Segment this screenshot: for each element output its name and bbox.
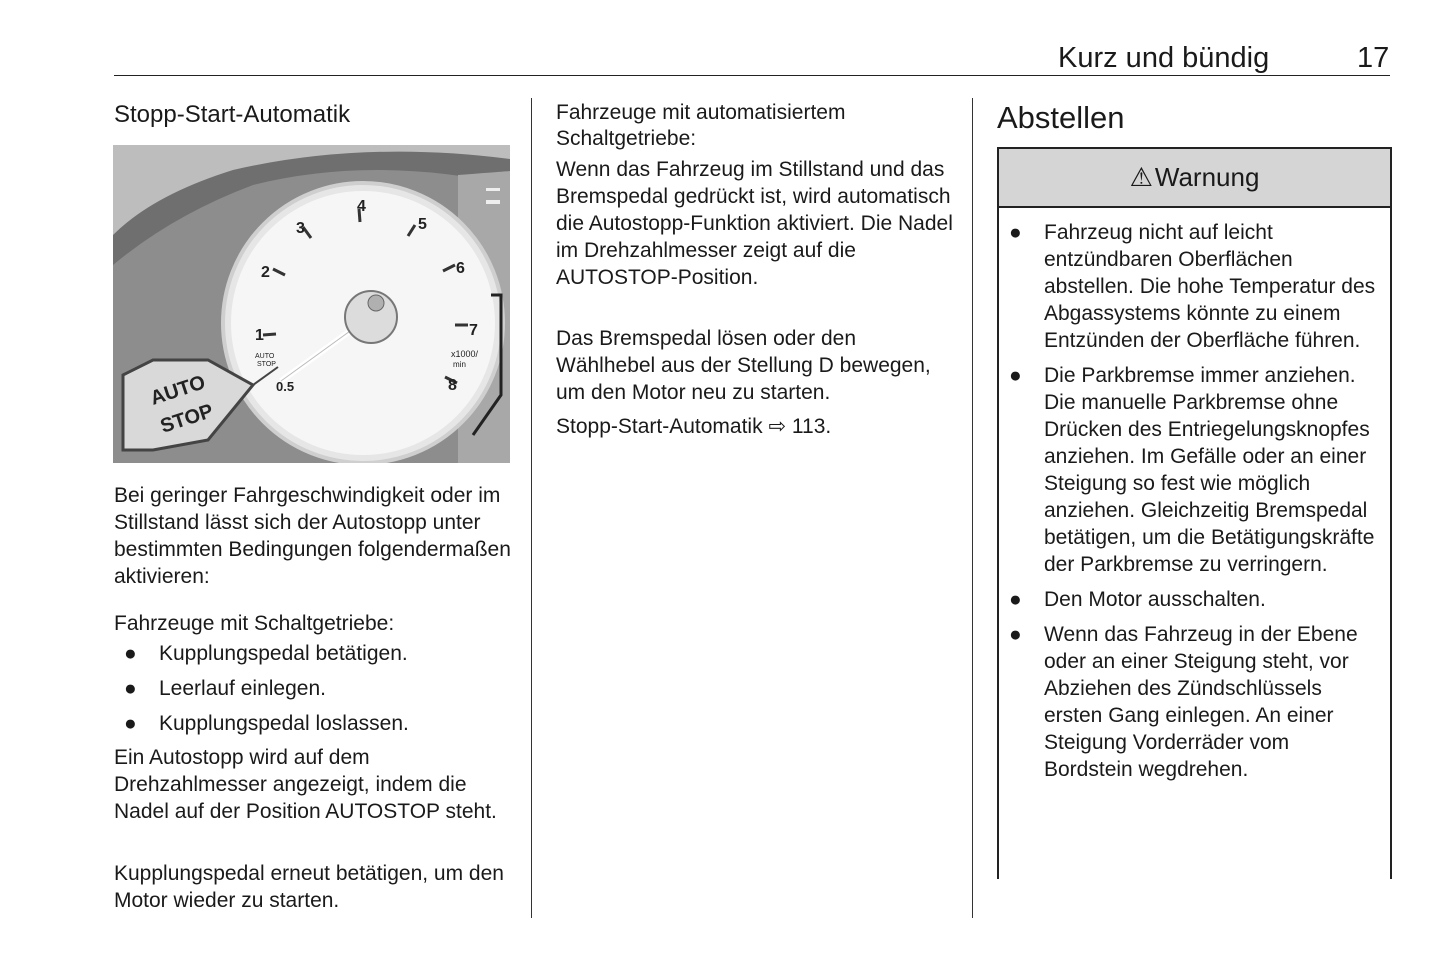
warning-header [999,149,1390,208]
list-item: ● Kupplungspedal loslassen. [124,712,409,735]
list-item: ● Die Parkbremse immer anziehen. Die manuelle Parkbremse ohne Drücken des Entriegelungsknopfes anziehen. Im Gefälle oder an einer Steigung so fest wie möglich anziehen. Gleichzeitig Bremspedal betätigen, um die Betätigungskräfte der Parkbremse zu verringern. [1009,364,1375,576]
automated-gearbox-heading: Fahrzeuge mit automatisiertem Schaltgetriebe: [556,101,846,150]
section-heading-abstellen: Abstellen [997,100,1125,135]
manual-gearbox-heading: Fahrzeuge mit Schaltgetriebe: [114,612,395,635]
column-divider-2 [972,98,973,918]
warning-label: Warnung [1154,162,1260,192]
list-item: ● Wenn das Fahrzeug in der Ebene oder an einer Steigung steht, vor Abziehen des Zündschlüssels ersten Gang einlegen. An einer Steigung Vorderräder vom Bordstein wegdrehen. [1009,623,1358,781]
gauge-autostop-small-2: STOP [257,361,276,368]
gauge-number-7: 7 [469,322,478,339]
column-divider-1 [531,98,532,918]
gauge-number-1: 1 [255,327,264,344]
header-rule [114,75,1390,76]
gauge-number-2: 2 [261,264,270,281]
gear-position-d: D [818,354,834,377]
cross-reference[interactable]: Stopp-Start-Automatik ⇨ 113. [556,415,832,438]
list-item: ● Fahrzeug nicht auf leicht entzündbaren Oberflächen abstellen. Die hohe Temperatur des Abgassystems könnte zu einem Entzünden der Oberfläche führen. [1009,221,1376,352]
gauge-autostop-small-1: AUTO [255,353,275,360]
gauge-unit-label: x1000/ [451,349,479,359]
callout-stop-text: STOP [157,400,216,438]
gauge-number-3: 3 [296,220,305,237]
running-header-title: Kurz und bündig [1058,42,1270,74]
warning-list [1009,219,1379,791]
autostop-display-paragraph: Ein Autostopp wird auf dem Drehzahlmesser angezeigt, indem die Nadel auf der Position AUTOSTOP steht. [114,746,497,823]
tachometer-figure [113,145,510,463]
list-item: ● Leerlauf einlegen. [124,677,326,700]
list-item: ● Den Motor ausschalten. [1009,588,1266,611]
indicator-mark-1 [486,188,500,191]
list-item: ● Kupplungspedal betätigen. [124,642,408,665]
gauge-number-6: 6 [456,260,465,277]
gauge-number-4: 4 [357,198,366,215]
arrow-reference-icon: ⇨ [768,415,787,438]
automated-paragraph-2: Das Bremspedal lösen oder den Wählhebel aus der Stellung D bewegen, um den Motor neu zu starten. [556,327,931,404]
gauge-unit-label-2: min [453,360,466,369]
automated-paragraph-1: Wenn das Fahrzeug im Stillstand und das Bremspedal gedrückt ist, wird automatisch die Autostopp-Funktion aktiviert. Die Nadel im Drehzahlmesser zeigt auf die AUTOSTOP-Position. [556,158,953,289]
indicator-mark-2 [486,200,500,204]
gauge-zero-label: 0.5 [276,379,295,394]
gauge-number-5: 5 [418,216,427,233]
section-heading-stopp-start: Stopp-Start-Automatik [114,101,351,128]
warning-box [997,147,1392,879]
manual-steps-list [114,640,514,737]
gauge-number-8: 8 [448,377,457,394]
intro-paragraph: Bei geringer Fahrgeschwindigkeit oder im Stillstand lässt sich der Autostopp unter bestimmten Bedingungen folgendermaßen aktivieren: [114,484,511,588]
page-number: 17 [1357,42,1390,74]
warning-triangle-icon: ⚠ [1129,162,1153,192]
callout-auto-text: AUTO [147,371,209,410]
restart-paragraph: Kupplungspedal erneut betätigen, um den Motor wieder zu starten. [114,862,504,912]
